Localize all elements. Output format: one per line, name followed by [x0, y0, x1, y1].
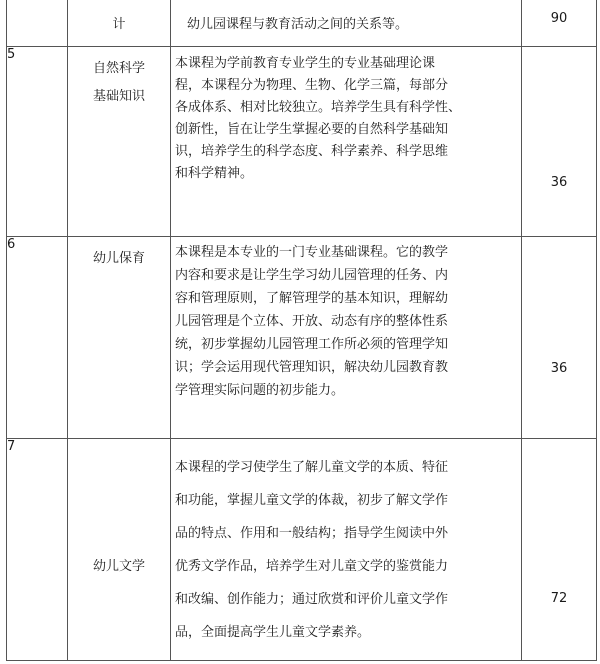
course-table	[6, 0, 597, 661]
description-line: 和改编、创作能力；通过欣赏和评价儿童文学作	[175, 592, 449, 607]
table-row	[7, 47, 597, 237]
description-line: 儿园管理是个立体、开放、动态有序的整体性系	[175, 314, 449, 329]
course-name-line: 基础知识	[92, 89, 145, 104]
row-number-cell	[7, 439, 68, 661]
course-description-cell	[171, 439, 522, 661]
course-name-cell	[68, 47, 171, 237]
course-hours-cell	[522, 439, 597, 661]
description-line: 品，全面提高学生儿童文学素养。	[175, 625, 371, 640]
course-hours: 90	[550, 11, 568, 26]
course-hours: 36	[550, 361, 568, 376]
row-number-cell	[7, 47, 68, 237]
row-number: 7	[7, 439, 16, 454]
row-number-cell	[7, 0, 68, 47]
row-number: 6	[7, 237, 16, 252]
course-description-cell	[171, 47, 522, 237]
course-name-cell	[68, 439, 171, 661]
course-description-cell	[171, 0, 522, 47]
course-hours-cell	[522, 47, 597, 237]
course-name-line: 自然科学	[92, 61, 145, 76]
course-name-cell	[68, 237, 171, 439]
description-line: 内容和要求是让学生学习幼儿园管理的任务、内	[175, 268, 449, 283]
description-line: 识，培养学生的科学态度、科学素养、科学思维	[175, 144, 449, 159]
row-number-cell	[7, 237, 68, 439]
description-line: 品的特点、作用和一般结构；指导学生阅读中外	[175, 526, 449, 541]
description-line: 各成体系、相对比较独立。培养学生具有科学性、	[175, 100, 462, 115]
description-line: 本课程的学习使学生了解儿童文学的本质、特征	[175, 460, 449, 475]
description-line: 优秀文学作品，培养学生对儿童文学的鉴赏能力	[175, 559, 449, 574]
table-row	[7, 237, 597, 439]
course-hours: 72	[550, 591, 568, 606]
course-name-line: 计	[112, 17, 126, 32]
course-hours: 36	[550, 175, 568, 190]
course-name-line: 幼儿保育	[92, 251, 145, 266]
course-hours-cell	[522, 237, 597, 439]
description-line: 幼儿园课程与教育活动之间的关系等。	[187, 17, 409, 32]
description-line: 学管理实际问题的初步能力。	[175, 383, 345, 398]
course-description-cell	[171, 237, 522, 439]
description-line: 统，初步掌握幼儿园管理工作所必须的管理学知	[175, 337, 449, 352]
table-row	[7, 0, 597, 47]
description-line: 和功能，掌握儿童文学的体裁，初步了解文学作	[175, 493, 449, 508]
description-line: 和科学精神。	[175, 166, 254, 181]
description-line: 程，本课程分为物理、生物、化学三篇，每部分	[175, 78, 449, 93]
description-line: 本课程为学前教育专业学生的专业基础理论课	[175, 56, 436, 71]
description-line: 本课程是本专业的一门专业基础课程。它的教学	[175, 245, 449, 260]
course-hours-cell	[522, 0, 597, 47]
row-number: 5	[7, 47, 16, 62]
course-name-line: 幼儿文学	[92, 559, 145, 574]
description-line: 识；学会运用现代管理知识，解决幼儿园教育教	[175, 360, 449, 375]
course-name-cell	[68, 0, 171, 47]
table-row	[7, 439, 597, 661]
description-line: 容和管理原则，了解管理学的基本知识，理解幼	[175, 291, 449, 306]
description-line: 创新性，旨在让学生掌握必要的自然科学基础知	[175, 122, 449, 137]
